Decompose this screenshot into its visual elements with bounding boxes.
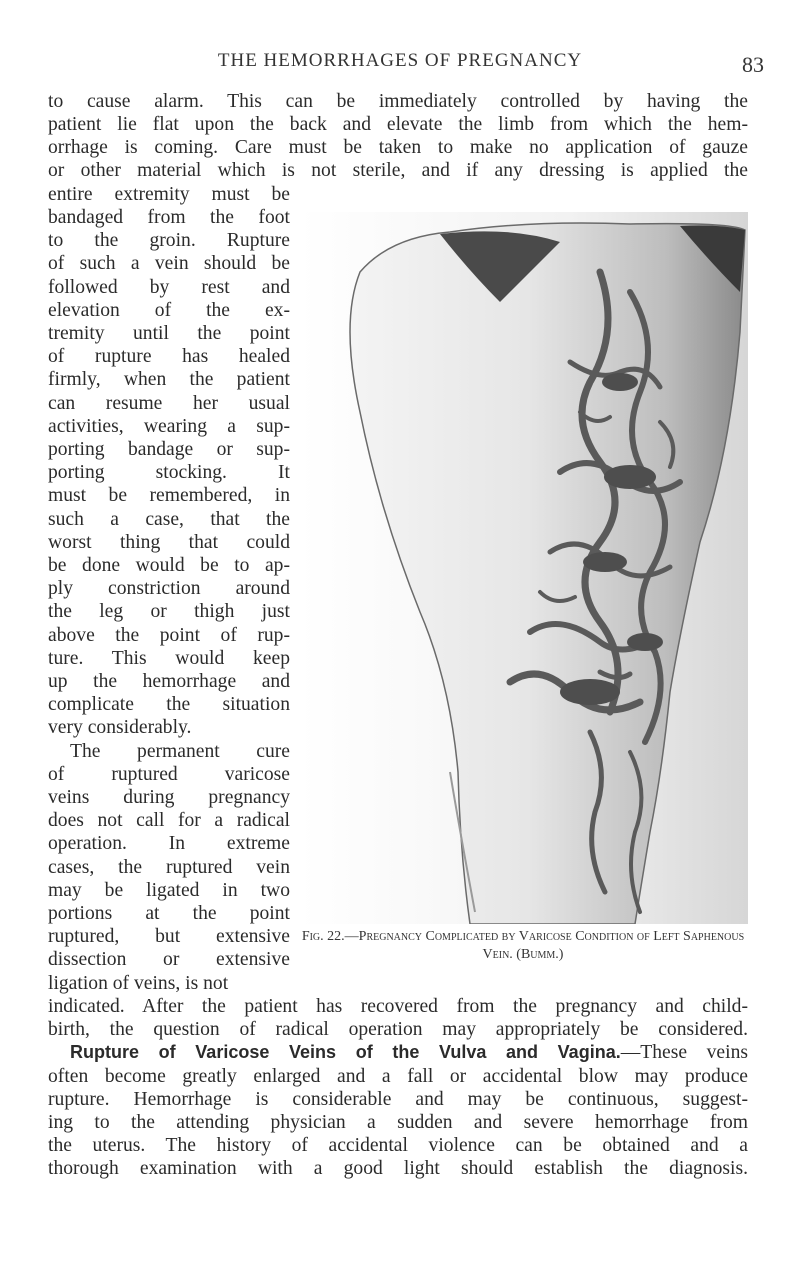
text-line: birth, the question of radical operation may appropriately be considered. — [48, 1019, 748, 1040]
text-line: ruptured, but extensive — [48, 926, 290, 947]
text-line: followed by rest and — [48, 277, 290, 298]
text-line: thorough examination with a good light should establish the diagnosis. — [48, 1158, 748, 1179]
text-line: of such a vein should be — [48, 253, 290, 274]
text-line: worst thing that could — [48, 532, 290, 553]
text-line: the uterus. The history of accidental violence can be obtained and a — [48, 1135, 748, 1156]
text-line: above the point of rup- — [48, 625, 290, 646]
figure-caption — [298, 928, 748, 964]
text-line: firmly, when the patient — [48, 369, 290, 390]
text-line: porting stocking. It — [48, 462, 290, 483]
page-number: 83 — [742, 52, 764, 77]
text-line: ply constriction around — [48, 578, 290, 599]
figure-label: Fig. 22. — [301, 929, 345, 944]
page-header — [0, 50, 800, 80]
text-line: bandaged from the foot — [48, 207, 290, 228]
text-line: ture. This would keep — [48, 648, 290, 669]
text-line: cases, the ruptured vein — [48, 857, 290, 878]
text-line: portions at the point — [48, 903, 290, 924]
text-line: ing to the attending physician a sudden and severe hemorrhage from — [48, 1112, 748, 1133]
text-line: ligation of veins, is not — [48, 973, 229, 994]
text-line: be done would be to ap- — [48, 555, 290, 576]
text-line: of rupture has healed — [48, 346, 290, 367]
section-heading: Rupture of Varicose Veins of the Vulva and Vagina. — [70, 1042, 621, 1062]
figure-plate-leg — [300, 212, 748, 924]
text-line: activities, wearing a sup- — [48, 416, 290, 437]
text-line: can resume her usual — [48, 393, 290, 414]
text-line: may be ligated in two — [48, 880, 290, 901]
text-line: complicate the situation — [48, 694, 290, 715]
text-line: does not call for a radical — [48, 810, 290, 831]
text-line: the leg or thigh just — [48, 601, 290, 622]
section-first-line — [70, 1041, 748, 1064]
text-line: patient lie flat upon the back and elevate the limb from which the hem- — [48, 114, 748, 135]
text-line: of ruptured varicose — [48, 764, 290, 785]
text-line: indicated. After the patient has recovered from the pregnancy and child- — [48, 996, 748, 1017]
text-line: tremity until the point — [48, 323, 290, 344]
text-line: elevation of the ex- — [48, 300, 290, 321]
text-line: veins during pregnancy — [48, 787, 290, 808]
leg-illustration — [300, 212, 748, 924]
text-line: The permanent cure — [70, 741, 290, 762]
text-line: operation. In extreme — [48, 833, 290, 854]
text-line: entire extremity must be — [48, 184, 290, 205]
text-line: rupture. Hemorrhage is considerable and may be continuous, suggest- — [48, 1089, 748, 1110]
text-line: very considerably. — [48, 717, 192, 738]
text-line: such a case, that the — [48, 509, 290, 530]
text-line: orrhage is coming. Care must be taken to make no application of gauze — [48, 137, 748, 158]
text-line: up the hemorrhage and — [48, 671, 290, 692]
text-line: to the groin. Rupture — [48, 230, 290, 251]
text-line: often become greatly enlarged and a fall or accidental blow may produce — [48, 1066, 748, 1087]
text-line: porting bandage or sup- — [48, 439, 290, 460]
text-line: or other material which is not sterile, and if any dressing is applied the — [48, 160, 748, 181]
text-line: must be remembered, in — [48, 485, 290, 506]
section-lead-text: —These veins — [620, 1042, 748, 1063]
figure-caption-text: —Pregnancy Complicated by Varicose Condition of Left Saphenous Vein. (Bumm.) — [344, 929, 745, 962]
text-line: to cause alarm. This can be immediately controlled by having the — [48, 91, 748, 112]
text-line: dissection or extensive — [48, 949, 290, 970]
running-head: THE HEMORRHAGES OF PREGNANCY — [217, 50, 583, 71]
